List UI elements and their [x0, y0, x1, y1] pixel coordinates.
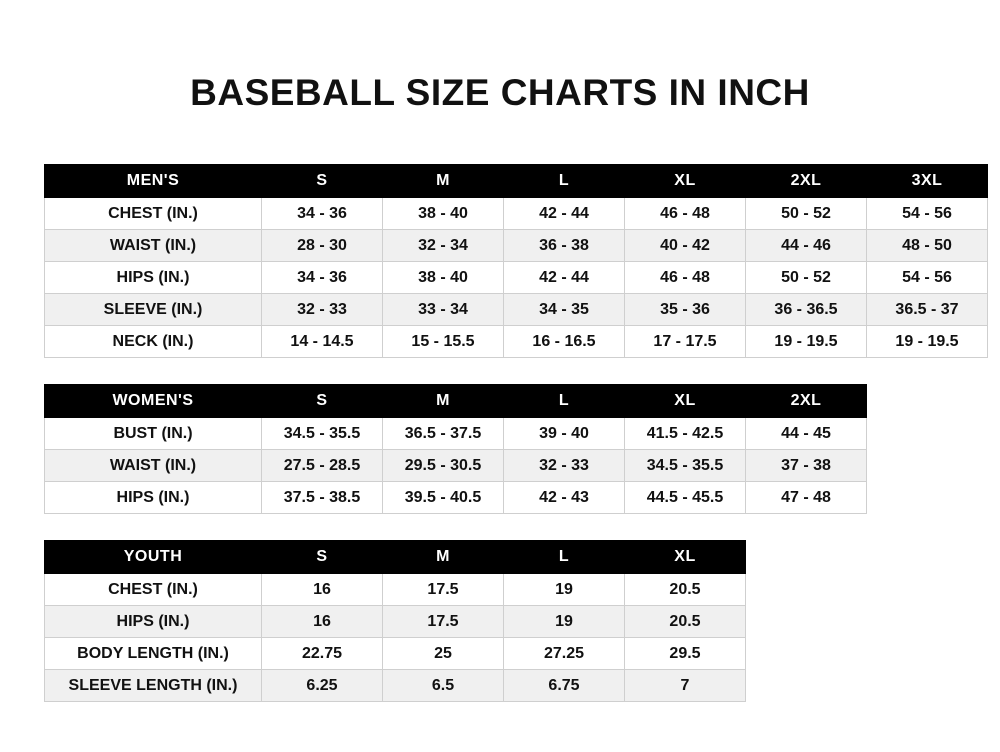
mens-sleeve-3xl: 36.5 - 37: [867, 294, 988, 326]
mens-row-label-waist: WAIST (IN.): [45, 230, 262, 262]
mens-row-label-hips: HIPS (IN.): [45, 262, 262, 294]
table-row: [45, 638, 746, 670]
mens-hips-l: 42 - 44: [504, 262, 625, 294]
size-tables-container: [0, 114, 1000, 702]
youth-row-label-sleeve-length: SLEEVE LENGTH (IN.): [45, 670, 262, 702]
womens-bust-s: 34.5 - 35.5: [262, 418, 383, 450]
table-row: [45, 450, 867, 482]
mens-waist-s: 28 - 30: [262, 230, 383, 262]
mens-waist-2xl: 44 - 46: [746, 230, 867, 262]
table-row: [45, 230, 988, 262]
womens-size-table: [44, 384, 867, 514]
mens-header-m: M: [383, 165, 504, 198]
youth-header-l: L: [504, 541, 625, 574]
mens-row-label-chest: CHEST (IN.): [45, 198, 262, 230]
mens-neck-l: 16 - 16.5: [504, 326, 625, 358]
womens-header-s: S: [262, 385, 383, 418]
womens-row-label-hips: HIPS (IN.): [45, 482, 262, 514]
womens-waist-s: 27.5 - 28.5: [262, 450, 383, 482]
mens-hips-m: 38 - 40: [383, 262, 504, 294]
table-row: [45, 198, 988, 230]
table-row: [45, 418, 867, 450]
womens-bust-l: 39 - 40: [504, 418, 625, 450]
youth-header-xl: XL: [625, 541, 746, 574]
table-header-row: [45, 165, 988, 198]
youth-hips-s: 16: [262, 606, 383, 638]
womens-row-label-bust: BUST (IN.): [45, 418, 262, 450]
youth-sleeve-length-l: 6.75: [504, 670, 625, 702]
mens-waist-m: 32 - 34: [383, 230, 504, 262]
youth-sleeve-length-xl: 7: [625, 670, 746, 702]
mens-neck-m: 15 - 15.5: [383, 326, 504, 358]
womens-header-2xl: 2XL: [746, 385, 867, 418]
womens-bust-xl: 41.5 - 42.5: [625, 418, 746, 450]
table-header-row: [45, 541, 746, 574]
mens-chest-2xl: 50 - 52: [746, 198, 867, 230]
youth-table-body: [45, 574, 746, 702]
youth-body-length-m: 25: [383, 638, 504, 670]
womens-row-label-waist: WAIST (IN.): [45, 450, 262, 482]
mens-row-label-sleeve: SLEEVE (IN.): [45, 294, 262, 326]
mens-sleeve-2xl: 36 - 36.5: [746, 294, 867, 326]
womens-hips-s: 37.5 - 38.5: [262, 482, 383, 514]
youth-sleeve-length-s: 6.25: [262, 670, 383, 702]
youth-header-s: S: [262, 541, 383, 574]
womens-waist-m: 29.5 - 30.5: [383, 450, 504, 482]
youth-sleeve-length-m: 6.5: [383, 670, 504, 702]
table-row: [45, 574, 746, 606]
womens-bust-2xl: 44 - 45: [746, 418, 867, 450]
youth-hips-m: 17.5: [383, 606, 504, 638]
mens-waist-xl: 40 - 42: [625, 230, 746, 262]
mens-header-category: MEN'S: [45, 165, 262, 198]
womens-hips-m: 39.5 - 40.5: [383, 482, 504, 514]
mens-hips-3xl: 54 - 56: [867, 262, 988, 294]
mens-chest-l: 42 - 44: [504, 198, 625, 230]
mens-hips-xl: 46 - 48: [625, 262, 746, 294]
table-row: [45, 294, 988, 326]
table-row: [45, 606, 746, 638]
mens-header-l: L: [504, 165, 625, 198]
mens-neck-2xl: 19 - 19.5: [746, 326, 867, 358]
womens-waist-xl: 34.5 - 35.5: [625, 450, 746, 482]
youth-hips-xl: 20.5: [625, 606, 746, 638]
youth-chest-m: 17.5: [383, 574, 504, 606]
womens-table-body: [45, 418, 867, 514]
youth-body-length-s: 22.75: [262, 638, 383, 670]
mens-hips-2xl: 50 - 52: [746, 262, 867, 294]
table-header-row: [45, 385, 867, 418]
youth-size-table: [44, 540, 746, 702]
womens-header-l: L: [504, 385, 625, 418]
mens-chest-s: 34 - 36: [262, 198, 383, 230]
mens-neck-s: 14 - 14.5: [262, 326, 383, 358]
womens-waist-l: 32 - 33: [504, 450, 625, 482]
table-row: [45, 262, 988, 294]
womens-header-category: WOMEN'S: [45, 385, 262, 418]
womens-bust-m: 36.5 - 37.5: [383, 418, 504, 450]
mens-sleeve-xl: 35 - 36: [625, 294, 746, 326]
youth-table-header: [45, 541, 746, 574]
mens-header-3xl: 3XL: [867, 165, 988, 198]
mens-waist-l: 36 - 38: [504, 230, 625, 262]
womens-table-header: [45, 385, 867, 418]
youth-chest-xl: 20.5: [625, 574, 746, 606]
youth-row-label-chest: CHEST (IN.): [45, 574, 262, 606]
mens-table-header: [45, 165, 988, 198]
youth-hips-l: 19: [504, 606, 625, 638]
table-row: [45, 670, 746, 702]
youth-row-label-body-length: BODY LENGTH (IN.): [45, 638, 262, 670]
womens-header-xl: XL: [625, 385, 746, 418]
mens-sleeve-l: 34 - 35: [504, 294, 625, 326]
mens-waist-3xl: 48 - 50: [867, 230, 988, 262]
youth-header-m: M: [383, 541, 504, 574]
womens-waist-2xl: 37 - 38: [746, 450, 867, 482]
mens-sleeve-s: 32 - 33: [262, 294, 383, 326]
youth-row-label-hips: HIPS (IN.): [45, 606, 262, 638]
youth-chest-s: 16: [262, 574, 383, 606]
table-row: [45, 482, 867, 514]
page-title: BASEBALL SIZE CHARTS IN INCH: [190, 72, 810, 113]
mens-table-body: [45, 198, 988, 358]
mens-neck-3xl: 19 - 19.5: [867, 326, 988, 358]
mens-sleeve-m: 33 - 34: [383, 294, 504, 326]
womens-hips-xl: 44.5 - 45.5: [625, 482, 746, 514]
mens-header-s: S: [262, 165, 383, 198]
womens-hips-l: 42 - 43: [504, 482, 625, 514]
youth-chest-l: 19: [504, 574, 625, 606]
mens-row-label-neck: NECK (IN.): [45, 326, 262, 358]
mens-header-2xl: 2XL: [746, 165, 867, 198]
womens-hips-2xl: 47 - 48: [746, 482, 867, 514]
table-row: [45, 326, 988, 358]
mens-size-table: [44, 164, 988, 358]
youth-body-length-l: 27.25: [504, 638, 625, 670]
mens-chest-3xl: 54 - 56: [867, 198, 988, 230]
mens-hips-s: 34 - 36: [262, 262, 383, 294]
mens-header-xl: XL: [625, 165, 746, 198]
womens-header-m: M: [383, 385, 504, 418]
mens-chest-m: 38 - 40: [383, 198, 504, 230]
mens-neck-xl: 17 - 17.5: [625, 326, 746, 358]
youth-header-category: YOUTH: [45, 541, 262, 574]
youth-body-length-xl: 29.5: [625, 638, 746, 670]
mens-chest-xl: 46 - 48: [625, 198, 746, 230]
